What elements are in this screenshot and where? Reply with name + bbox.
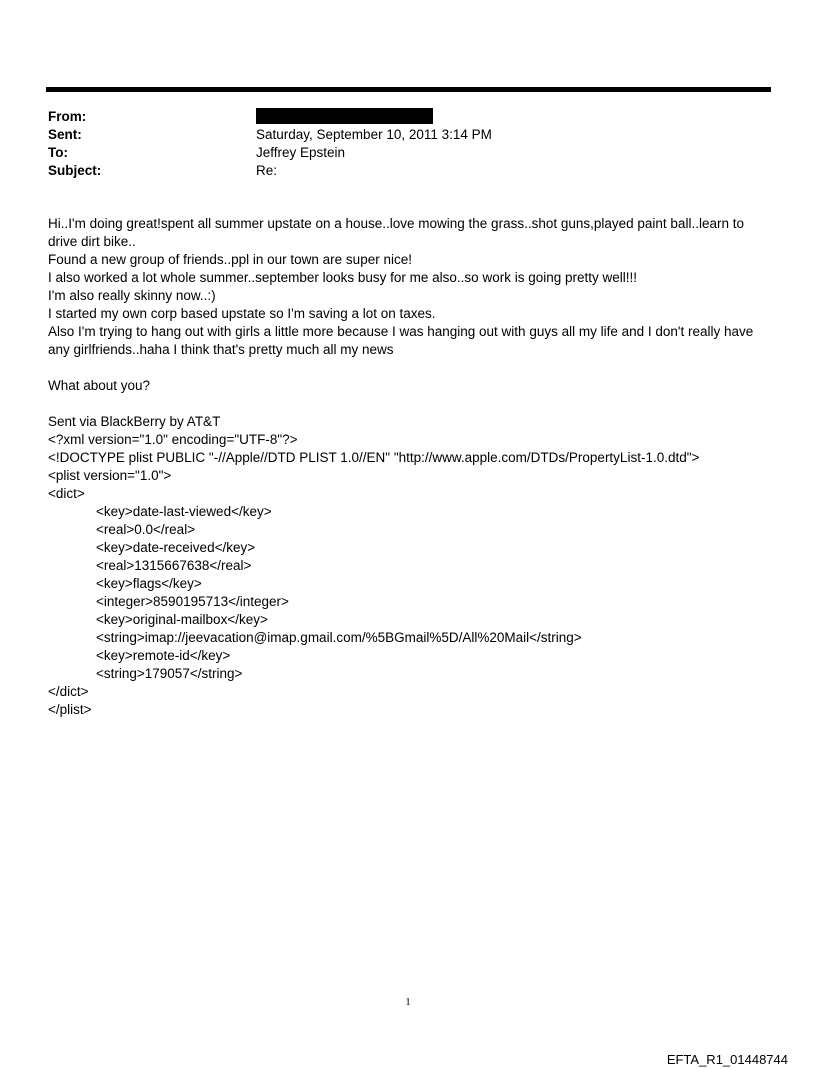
plist-close: </plist> (48, 702, 92, 717)
plist-entry: <integer>8590195713</integer> (96, 594, 289, 609)
document-id: EFTA_R1_01448744 (666, 1052, 788, 1067)
plist-doctype: <!DOCTYPE plist PUBLIC "-//Apple//DTD PLIST 1.0//EN" "http://www.apple.com/DTDs/PropertyList-1.0.dtd"> (48, 450, 700, 465)
header-rule (46, 87, 771, 92)
subject-label: Subject: (48, 163, 102, 178)
message-line: I started my own corp based upstate so I'm saving a lot on taxes. (48, 306, 436, 321)
message-line: Also I'm trying to hang out with girls a little more because I was hanging out with guys all my life and I don't really have any girlfriends..haha I think that's pretty much all my news (48, 324, 754, 357)
message-line: Hi..I'm doing great!spent all summer upstate on a house..love mowing the grass..shot guns,played paint ball..learn to drive dirt bike.. (48, 216, 744, 249)
subject-row (48, 162, 492, 180)
to-label: To: (48, 145, 68, 160)
plist-entry: <key>date-last-viewed</key> (96, 504, 272, 519)
message-line: I also worked a lot whole summer..september looks busy for me also..so work is going pretty well!!! (48, 270, 637, 285)
spacer (48, 359, 768, 377)
from-row (48, 108, 492, 126)
subject-value: Re: (256, 163, 278, 178)
message-line: I'm also really skinny now..:) (48, 288, 216, 303)
sent-row (48, 126, 492, 144)
redaction-bar (256, 108, 433, 124)
plist-entry: <string>imap://jeevacation@imap.gmail.com/%5BGmail%5D/All%20Mail</string> (96, 630, 582, 645)
message-question: What about you? (48, 378, 151, 393)
dict-close: </dict> (48, 684, 89, 699)
sent-value: Saturday, September 10, 2011 3:14 PM (256, 127, 492, 142)
page-number: 1 (405, 996, 411, 1008)
from-label: From: (48, 109, 87, 124)
plist-xml-decl: <?xml version="1.0" encoding="UTF-8"?> (48, 432, 298, 447)
plist-entry: <key>original-mailbox</key> (96, 612, 268, 627)
message-body (48, 215, 768, 719)
spacer (48, 395, 768, 413)
plist-entry: <key>remote-id</key> (96, 648, 231, 663)
plist-open: <plist version="1.0"> (48, 468, 172, 483)
from-value (256, 108, 433, 126)
message-line: Found a new group of friends..ppl in our town are super nice! (48, 252, 412, 267)
plist-entry: <string>179057</string> (96, 666, 243, 681)
plist-entry: <key>flags</key> (96, 576, 202, 591)
plist-entry: <key>date-received</key> (96, 540, 256, 555)
message-signature: Sent via BlackBerry by AT&T (48, 414, 221, 429)
plist-entry: <real>0.0</real> (96, 522, 196, 537)
plist-entry: <real>1315667638</real> (96, 558, 252, 573)
dict-open: <dict> (48, 486, 85, 501)
to-row (48, 144, 492, 162)
sent-label: Sent: (48, 127, 82, 142)
email-header (48, 108, 492, 180)
to-value: Jeffrey Epstein (256, 145, 346, 160)
